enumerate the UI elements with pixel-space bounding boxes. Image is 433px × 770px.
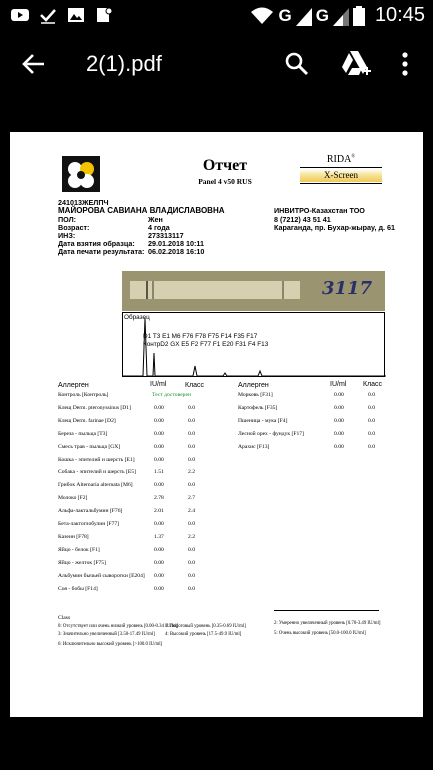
allergen-iu: 0.00	[154, 417, 164, 424]
col-header-class: Класс	[185, 382, 205, 389]
allergen-name: Яйцо - белок [F1]	[58, 546, 100, 553]
drive-add-icon[interactable]	[340, 49, 372, 79]
legend-item: 1: Пороговый уровень [0.35-0.69 IU/ml]	[165, 624, 246, 629]
rida-logo	[300, 152, 382, 190]
barcode-id: 241013ЖЕЛПЧ	[58, 198, 109, 207]
check-icon	[38, 6, 58, 24]
pdf-page	[10, 132, 423, 717]
allergen-iu: 0.00	[154, 482, 164, 489]
allergen-class: 0.0	[188, 559, 195, 566]
divider	[300, 167, 382, 168]
brand-name: RIDA	[326, 154, 352, 165]
allergen-name: Грибок Alternaria alternata [M6]	[58, 482, 133, 489]
allergen-name: Кошка - эпителий и шерсть [E1]	[58, 456, 135, 463]
more-vert-icon[interactable]	[398, 50, 412, 78]
field-value: 273313117	[148, 231, 184, 240]
field-value: 4 года	[148, 223, 170, 232]
allergen-iu: Тест достоверен	[152, 392, 191, 398]
badge-icon	[94, 6, 114, 24]
battery-icon	[353, 6, 365, 26]
handwritten-number: 3117	[322, 278, 373, 299]
strip-band	[146, 281, 148, 299]
allergen-class: 0.0	[188, 404, 195, 411]
allergen-name: Собака - эпителий и шерсть [E5]	[58, 469, 136, 476]
allergen-iu: 2.01	[154, 508, 164, 515]
report-title: Отчет	[202, 157, 248, 174]
field-label: Дата печати результата:	[58, 247, 145, 256]
brand-reg: ®	[351, 154, 356, 160]
allergen-name: Картофель [F35]	[238, 404, 278, 411]
allergen-iu: 1.51	[154, 469, 164, 476]
allergen-iu: 2.78	[154, 495, 164, 502]
divider	[300, 183, 382, 184]
brand-sub: X-Screen	[324, 170, 358, 180]
network-type-2: G	[315, 5, 329, 25]
graph-label-row1: D1 T3 E1 M6 F76 F78 F75 F14 F35 F17	[143, 333, 258, 340]
allergen-name: Клещ Derm. farinae [D2]	[58, 417, 116, 424]
allergen-class: 0.0	[188, 456, 195, 463]
wifi-icon	[250, 6, 274, 26]
field-label: Возраст:	[58, 223, 90, 232]
strip-band	[152, 281, 154, 299]
allergen-class: 0.0	[188, 430, 195, 437]
field-label: Дата взятия образца:	[58, 239, 135, 248]
allergen-name: Пшеница - мука [F4]	[238, 417, 288, 424]
allergen-class: 0.0	[188, 521, 195, 527]
allergen-name: Смесь трав - пыльца [GX]	[58, 443, 121, 450]
sample-strip-photo	[122, 271, 385, 311]
patient-name: МАЙОРОВА САВИАНА ВЛАДИСЛАВОВНА	[58, 206, 225, 215]
allergen-iu: 0.00	[334, 430, 344, 437]
allergen-class: 0.0	[188, 443, 195, 450]
field-value: 06.02.2018 16:10	[148, 247, 205, 256]
lab-name: ИНВИТРО-Казахстан ТОО	[274, 206, 365, 215]
legend-title: Class	[58, 615, 71, 621]
strip-band	[282, 281, 284, 299]
allergen-name: Альфа-лактальбумин [F76]	[58, 508, 123, 515]
allergen-name: Казеин [F78]	[58, 533, 89, 540]
divider	[274, 610, 379, 611]
allergen-class: 0.0	[368, 417, 375, 424]
allergen-name: Лесной орех - фундук [F17]	[238, 430, 304, 437]
legend-item: 4: Высокий уровень [17.5-49.9 IU/ml]	[165, 632, 242, 637]
allergen-iu: 0.00	[154, 443, 164, 450]
field-label: ПОЛ:	[58, 215, 77, 224]
allergen-name: Бета-лактоглобулин [F77]	[58, 521, 120, 527]
allergen-class: 0.0	[368, 443, 375, 450]
col-header-allergen: Аллерген	[238, 382, 269, 389]
allergen-name: Альбумин бычьей сыворотки [E204]	[58, 572, 145, 579]
allergen-class: 0.0	[368, 404, 375, 411]
col-header-class: Класс	[363, 381, 383, 388]
graph-label-sample: Образец	[124, 314, 150, 321]
legend-item: 3: Значительно увеличенный [3.50-17.49 IU/ml]	[58, 632, 155, 637]
youtube-icon	[10, 6, 30, 24]
signal-icon	[296, 6, 312, 26]
allergen-class: 2.2	[188, 533, 195, 540]
field-value: Жен	[148, 215, 163, 224]
allergen-name: Контроль [Контроль]	[58, 392, 109, 398]
allergen-class: 0.0	[188, 585, 195, 592]
status-bar	[0, 0, 433, 32]
pdf-viewer[interactable]	[0, 96, 433, 770]
allergen-class: 0.0	[368, 430, 375, 437]
allergen-iu: 0.00	[154, 521, 164, 527]
allergen-iu: 0.00	[154, 430, 164, 437]
allergen-class: 0.0	[368, 392, 375, 398]
legend-item: 0: Отсутствует или очень низкий уровень [0.00-0.34 IU/ml]	[58, 624, 179, 629]
allergen-class: 0.0	[188, 482, 195, 489]
allergen-name: Морковь [F31]	[238, 392, 273, 398]
col-header-iu: IU/ml	[150, 381, 167, 388]
allergen-class: 2.2	[188, 469, 195, 476]
lab-address: Караганда, пр. Бухар-жырау, д. 61	[274, 223, 396, 232]
system-icons	[250, 4, 425, 27]
allergen-iu: 0.00	[154, 585, 164, 592]
allergen-name: Арахис [F13]	[238, 443, 270, 450]
allergen-iu: 0.00	[154, 546, 164, 553]
allergen-name: Береза - пыльца [T3]	[58, 430, 108, 437]
allergen-iu: 0.00	[334, 392, 344, 398]
legend-item: 2: Умеренно увеличенный уровень [0.70-3.49 IU/ml]	[274, 621, 381, 626]
legend-item: 5: Очень высокий уровень [50.0-100.0 IU/ml]	[274, 631, 366, 636]
allergen-class: 0.0	[188, 546, 195, 553]
graph-label-row2: КонтрD2 GX E5 F2 F77 F1 E20 F31 F4 F13	[143, 341, 269, 348]
allergen-class: 0.0	[188, 572, 195, 579]
allergen-iu: 0.00	[334, 404, 344, 411]
image-icon	[66, 6, 86, 24]
notification-icons	[10, 6, 114, 24]
allergen-iu: 0.00	[334, 417, 344, 424]
report-subtitle: Panel 4 v50 RUS	[198, 177, 252, 186]
network-type-1: G	[278, 5, 292, 25]
allergen-iu: 0.00	[154, 572, 164, 579]
signal-graph	[122, 312, 385, 377]
field-value: 29.01.2018 10:11	[148, 239, 204, 248]
allergen-iu: 0.00	[154, 456, 164, 463]
allergen-name: Клещ Derm. pteronyssinus [D1]	[58, 404, 131, 411]
allergen-iu: 0.00	[154, 559, 164, 566]
allergen-name: Яйцо - желток [F75]	[58, 559, 106, 566]
allergen-iu: 0.00	[334, 443, 344, 450]
back-icon[interactable]	[20, 50, 48, 78]
legend-item: 6: Исключительно высокий уровень [>100.0 IU/ml]	[58, 642, 163, 647]
col-header-iu: IU/ml	[330, 381, 347, 388]
lab-logo	[62, 156, 100, 192]
test-strip	[130, 281, 300, 299]
allergen-iu: 0.00	[154, 404, 164, 411]
search-icon[interactable]	[284, 51, 310, 77]
col-header-allergen: Аллерген	[58, 382, 89, 389]
allergen-name: Соя - бобы [F14]	[58, 585, 98, 592]
allergen-iu: 1.37	[154, 533, 164, 540]
allergen-class: 2.4	[188, 508, 195, 515]
file-title: 2(1).pdf	[86, 51, 162, 76]
signal-icon	[333, 6, 349, 26]
allergen-name: Молоко [F2]	[58, 495, 88, 502]
lab-phone: 8 (7212) 43 51 41	[274, 215, 331, 224]
field-label: ИНЗ:	[58, 231, 76, 240]
allergen-class: 0.0	[188, 417, 195, 424]
app-bar	[0, 32, 433, 96]
clock: 10:45	[374, 4, 425, 26]
allergen-class: 2.7	[188, 495, 195, 502]
